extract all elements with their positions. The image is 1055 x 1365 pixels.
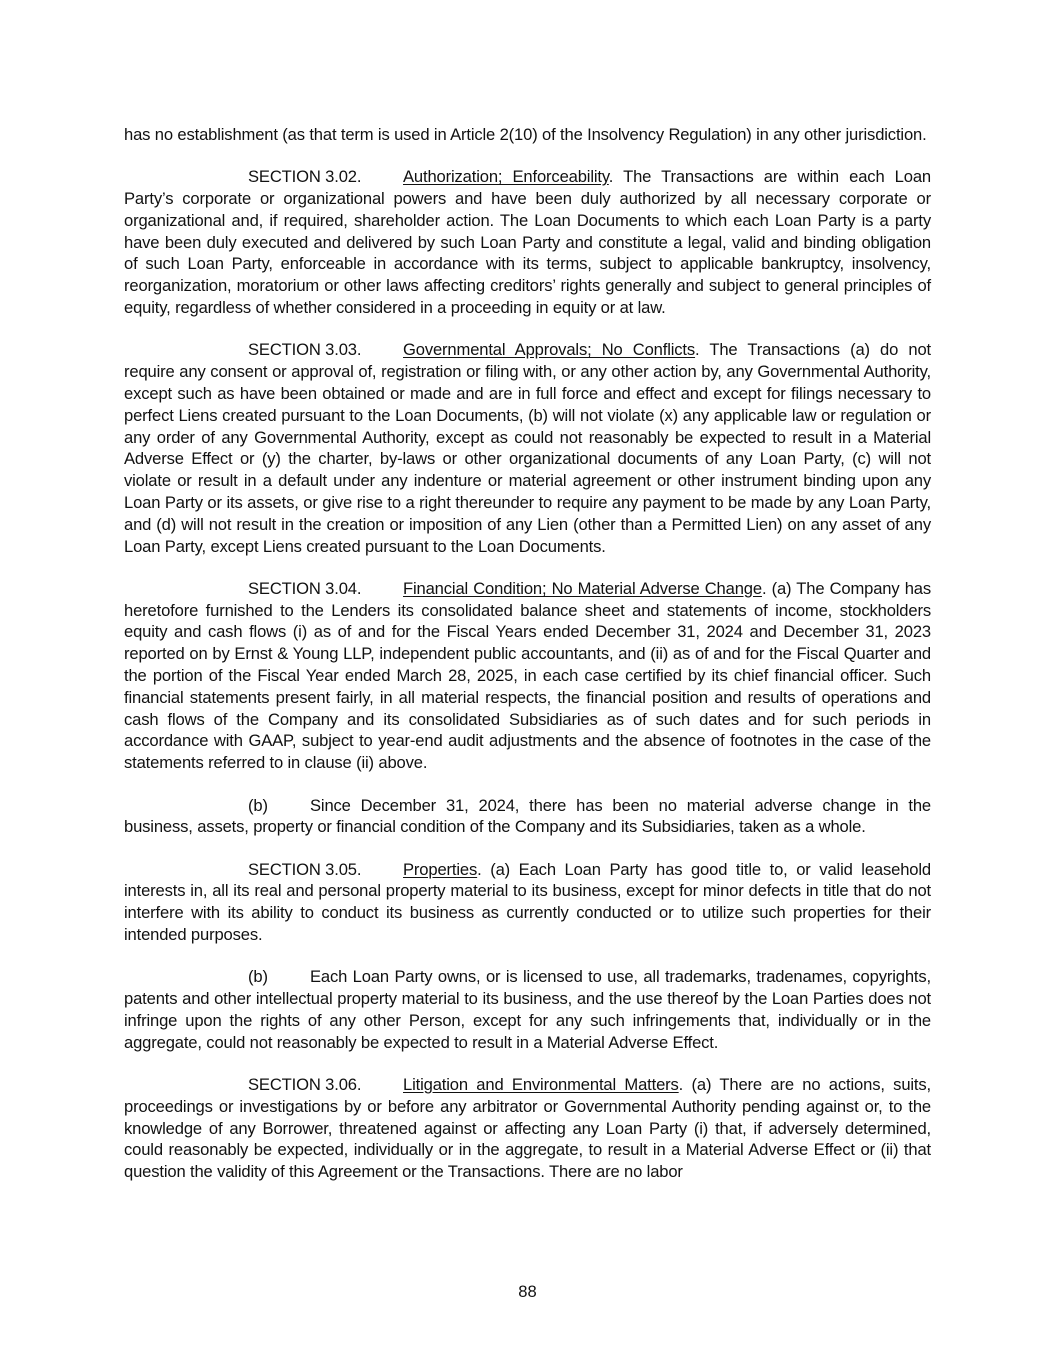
- subsection-number: (b): [248, 967, 268, 987]
- section-body: . (a) There are no actions, suits, proceedings or investigations by or before any arbitrator or Governmental Authority pending against or, to the knowledge of any Borrower, threatened against or affecting any Loan Party (i) that, if adversely determined, could reasonably be expected, individually or in the aggregate, to result in a Material Adverse Effect or (ii) that question the validity of this Agreement or the Transactions. There are no labor: [124, 1074, 931, 1182]
- intro-paragraph: [124, 124, 931, 146]
- subsection-number: (b): [248, 795, 268, 815]
- section-number: SECTION 3.06.: [248, 1074, 362, 1094]
- section-number: SECTION 3.05.: [248, 859, 362, 879]
- section-body: . The Transactions are within each Loan Party’s corporate or organizational powers and have been duly authorized by all necessary corporate or organizational and, if required, shareholder action. The Loan Documents to which each Loan Party is a party have been duly executed and delivered by such Loan Party and constitute a legal, valid and binding obligation of such Loan Party, enforceable in accordance with its terms, subject to applicable bankruptcy, insolvency, reorganization, moratorium or other laws affecting creditors’ rights generally and subject to general principles of equity, regardless of whether considered in a proceeding in equity or at law.: [124, 167, 931, 318]
- section-body: . The Transactions (a) do not require any consent or approval of, registration or filing with, or any other action by, any Governmental Authority, except such as have been obtained or made and are in full force and effect and except for filings necessary to perfect Liens created pursuant to the Loan Documents, (b) will not violate (x) any applicable law or regulation or any order of any Governmental Authority, except as could not reasonably be expected to result in a Material Adverse Effect or (y) the charter, by-laws or other organizational documents of any Loan Party, (c) will not violate or result in a default under any indenture or material agreement or other instrument binding upon any Loan Party or its assets, or give rise to a right thereunder to require any payment to be made by any Loan Party, and (d) will not result in the creation or imposition of any Lien (other than a Permitted Lien) on any asset of any Loan Party, except Liens created pursuant to the Loan Documents.: [124, 340, 931, 556]
- subsection-body: Each Loan Party owns, or is licensed to use, all trademarks, tradenames, copyrights, patents and other intellectual property material to its business, and the use thereof by the Loan Parties does not infringe upon the rights of any other Person, except for any such infringements that, individually or in the aggregate, could not reasonably be expected to result in a Material Adverse Effect.: [124, 967, 931, 1052]
- section-heading: Litigation and Environmental Matters: [403, 1074, 679, 1094]
- section-number: SECTION 3.03.: [248, 340, 362, 360]
- section-3-05-b-paragraph: [124, 966, 931, 1053]
- document-page: [124, 124, 931, 1203]
- section-number: SECTION 3.04.: [248, 578, 362, 598]
- intro-text: has no establishment (as that term is used in Article 2(10) of the Insolvency Regulation) in any other jurisdiction.: [124, 125, 927, 144]
- section-3-03-paragraph: [124, 339, 931, 557]
- section-heading: Financial Condition; No Material Adverse Change: [403, 578, 762, 598]
- section-3-02-paragraph: [124, 166, 931, 319]
- section-heading: Governmental Approvals; No Conflicts: [403, 340, 696, 360]
- section-heading: Authorization; Enforceability: [403, 167, 609, 187]
- section-3-06-paragraph: [124, 1074, 931, 1183]
- section-body: . (a) The Company has heretofore furnished to the Lenders its consolidated balance sheet and statements of income, stockholders equity and cash flows (i) as of and for the Fiscal Years ended December 31, 2024 and December 31, 2023 reported on by Ernst & Young LLP, independent public accountants, and (ii) as of and for the Fiscal Quarter and the portion of the Fiscal Year ended March 28, 2025, in each case certified by its chief financial officer. Such financial statements present fairly, in all material respects, the financial position and results of operations and cash flows of the Company and its consolidated Subsidiaries as of such dates and for such periods in accordance with GAAP, subject to year-end audit adjustments and the absence of footnotes in the case of the statements referred to in clause (ii) above.: [124, 578, 931, 773]
- section-3-05-paragraph: [124, 859, 931, 946]
- section-body: . (a) Each Loan Party has good title to, or valid leasehold interests in, all its real and personal property material to its business, except for minor defects in title that do not interfere with its ability to conduct its business as currently conducted or to utilize such properties for their intended purposes.: [124, 859, 931, 944]
- section-heading: Properties: [403, 859, 478, 879]
- subsection-body: Since December 31, 2024, there has been no material adverse change in the business, assets, property or financial condition of the Company and its Subsidiaries, taken as a whole.: [124, 795, 931, 837]
- page-number: 88: [518, 1282, 537, 1301]
- section-number: SECTION 3.02.: [248, 167, 362, 187]
- section-3-04-paragraph: [124, 578, 931, 774]
- section-3-04-b-paragraph: [124, 795, 931, 839]
